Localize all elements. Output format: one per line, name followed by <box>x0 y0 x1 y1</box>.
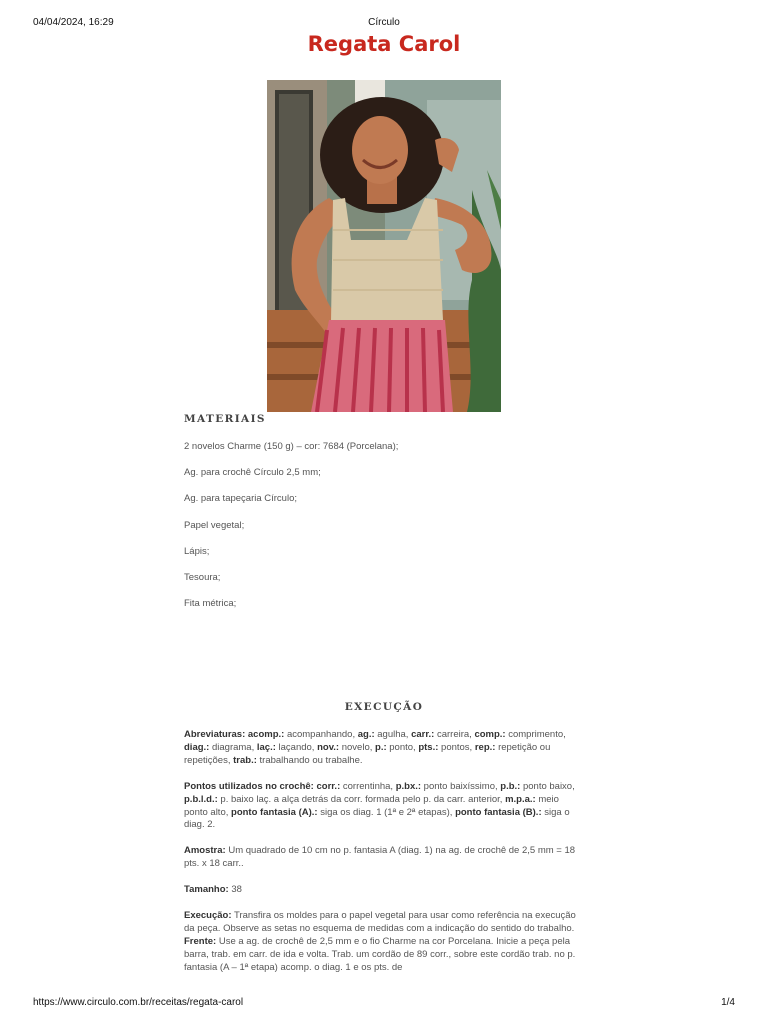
term-label: diag.: <box>184 741 210 753</box>
material-item: Tesoura; <box>184 571 221 583</box>
term-label: ponto fantasia (A).: <box>231 806 318 818</box>
term-label: p.b.: <box>500 780 521 792</box>
term-label: ponto fantasia (B).: <box>455 806 542 818</box>
term-definition: novelo, <box>339 741 376 753</box>
term-definition: diagrama, <box>209 741 257 753</box>
term-label: p.b.l.d.: <box>184 793 218 805</box>
term-definition: agulha, <box>374 729 412 740</box>
term-definition: Transfira os moldes para o papel vegetal para usar como referência na execução da peça. Observe as setas no esquema de medidas com a indicação do sentido do trabalho. <box>184 910 576 934</box>
term-definition: laçando, <box>275 741 318 753</box>
term-definition: repetição ou repetições, <box>184 741 551 766</box>
term-label: Amostra: <box>184 845 226 857</box>
materials-list <box>184 441 398 624</box>
term-definition: acompanhando, <box>284 729 358 740</box>
print-footer-url: https://www.circulo.com.br/receitas/regata-carol <box>33 997 244 1008</box>
term-label: m.p.a.: <box>505 793 536 805</box>
sample-paragraph <box>184 845 584 871</box>
term-label: ag.: <box>357 729 375 740</box>
stitches-paragraph <box>184 781 584 833</box>
material-item: Lápis; <box>184 545 210 557</box>
model-photo-image <box>267 80 501 412</box>
term-label: p.bx.: <box>395 780 422 792</box>
term-label: Frente: <box>184 935 217 947</box>
term-definition: comprimento, <box>505 729 566 740</box>
term-definition: pontos, <box>438 741 475 753</box>
term-definition: siga os diag. 1 (1ª e 2ª etapas), <box>317 806 456 818</box>
term-label: trab.: <box>233 754 257 766</box>
term-definition: Um quadrado de 10 cm no p. fantasia A (diag. 1) na ag. de crochê de 2,5 mm = 18 pts. x 18 carr.. <box>184 845 576 870</box>
term-label: laç.: <box>256 741 276 753</box>
term-label: carr.: <box>411 729 435 740</box>
model-photo-illustration <box>267 80 501 412</box>
term-label: nov.: <box>317 741 340 753</box>
term-label: Execução: <box>184 910 232 922</box>
material-item: Ag. para crochê Círculo 2,5 mm; <box>184 467 321 479</box>
procedure-paragraph <box>184 910 584 975</box>
abbreviations-paragraph <box>184 729 584 768</box>
term-definition: ponto baixíssimo, <box>421 780 501 792</box>
material-item: 2 novelos Charme (150 g) – cor: 7684 (Porcelana); <box>184 441 399 452</box>
execution-body <box>184 729 584 988</box>
print-header-site-title: Círculo <box>368 17 400 28</box>
term-definition: ponto, <box>386 741 419 753</box>
print-footer-page-number: 1/4 <box>721 997 735 1008</box>
term-label: Pontos utilizados no crochê: corr.: <box>184 780 341 792</box>
execution-heading: EXECUÇÃO <box>344 701 424 713</box>
term-definition: 38 <box>228 884 242 896</box>
term-definition: ponto baixo, <box>520 780 575 792</box>
print-header-datetime: 04/04/2024, 16:29 <box>33 17 114 28</box>
term-definition: carreira, <box>434 729 475 740</box>
term-label: Abreviaturas: acomp.: <box>184 729 285 740</box>
size-paragraph <box>184 884 584 897</box>
materials-heading: MATERIAIS <box>184 413 266 425</box>
material-item: Fita métrica; <box>184 598 237 610</box>
term-label: p.: <box>375 741 387 753</box>
term-label: pts.: <box>418 741 439 753</box>
term-definition: p. baixo laç. a alça detrás da corr. formada pelo p. da carr. anterior, <box>217 793 506 805</box>
term-definition: correntinha, <box>340 780 396 792</box>
term-label: rep.: <box>474 741 496 753</box>
material-item: Ag. para tapeçaria Círculo; <box>184 493 298 505</box>
term-definition: Use a ag. de crochê de 2,5 mm e o fio Charme na cor Porcelana. Inicie a peça pela barra, trab. em carr. de ida e volta. Trab. um cordão de 89 corr., sobre este cordão trab. no p. fantasia (A – 1ª etapa) acomp. o diag. 1 e os pts. de <box>184 935 576 973</box>
page-title: Regata Carol <box>307 32 461 56</box>
term-definition: siga o diag. 2. <box>184 806 570 831</box>
term-definition: meio ponto alto, <box>184 793 559 818</box>
term-label: comp.: <box>474 729 506 740</box>
term-label: Tamanho: <box>184 884 229 896</box>
material-item: Papel vegetal; <box>184 519 245 531</box>
term-definition: trabalhando ou trabalhe. <box>256 754 363 766</box>
